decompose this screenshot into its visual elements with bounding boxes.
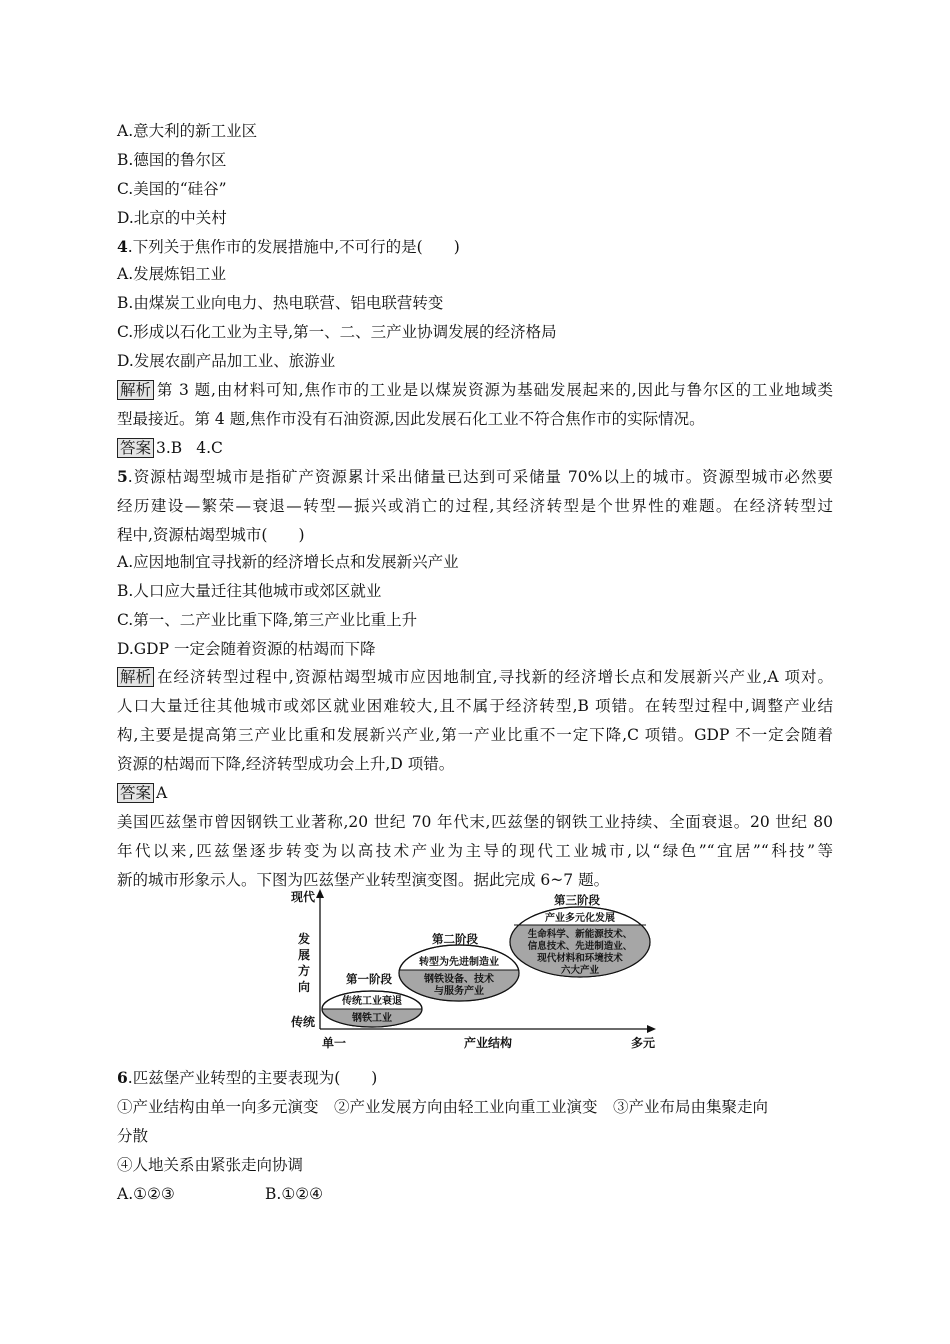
q5-option-a: A.应因地制宜寻找新的经济增长点和发展新兴产业 bbox=[117, 553, 459, 571]
q5-stem-text1: .资源枯竭型城市是指矿产资源累计采出储量已达到可采储量 70%以上的城市。资源型城市必然要 bbox=[127, 468, 833, 486]
stage3-title: 第三阶段 bbox=[554, 893, 600, 907]
q4-option-c: C.形成以石化工业为主导,第一、二、三产业协调发展的经济格局 bbox=[117, 323, 557, 341]
y-axis-char-2: 展 bbox=[298, 948, 311, 962]
y-axis-arrow-icon bbox=[316, 889, 324, 898]
stage1-top-text: 传统工业衰退 bbox=[342, 996, 402, 1007]
q4-option-d: D.发展农副产品加工业、旅游业 bbox=[117, 352, 336, 370]
answer-label: 答案 bbox=[117, 783, 154, 803]
q6-option-b: B.①②④ bbox=[265, 1185, 324, 1203]
q5-option-c: C.第一、二产业比重下降,第三产业比重上升 bbox=[117, 611, 418, 629]
q5-stem-line2: 经历建设—繁荣—衰退—转型—振兴或消亡的过程,其经济转型是个世界性的难题。在经济转型过 bbox=[117, 497, 833, 515]
industry-transformation-diagram bbox=[288, 885, 668, 1055]
stage2-bottom-text-2: 与服务产业 bbox=[434, 986, 484, 997]
q5-stem-line1 bbox=[117, 467, 833, 487]
analysis-5-line1 bbox=[117, 667, 833, 687]
answer-label: 答案 bbox=[117, 438, 154, 458]
stage2-bottom-text-1: 钢铁设备、技术 bbox=[424, 974, 494, 985]
stage3-line-2: 信息技术、先进制造业、 bbox=[527, 941, 633, 952]
analysis-5-line4: 资源的枯竭而下降,经济转型成功会上升,D 项错。 bbox=[117, 755, 455, 773]
stage2-title: 第二阶段 bbox=[432, 932, 478, 946]
y-axis-char-3: 方 bbox=[298, 964, 311, 978]
stage3-line-4: 六大产业 bbox=[560, 965, 600, 976]
answer-34 bbox=[117, 438, 223, 458]
analysis-label: 解析 bbox=[117, 667, 154, 687]
answer-5 bbox=[117, 783, 167, 803]
analysis-label: 解析 bbox=[117, 380, 154, 400]
passage-line3: 新的城市形象示人。下图为匹兹堡产业转型演变图。据此完成 6~7 题。 bbox=[117, 871, 610, 889]
answer-5-value: A bbox=[156, 784, 168, 802]
q6-statement-line2: 分散 bbox=[117, 1127, 149, 1145]
q4-option-b: B.由煤炭工业向电力、热电联营、铝电联营转变 bbox=[117, 294, 444, 312]
stage3-line-3: 现代材料和环境技术 bbox=[537, 953, 623, 964]
analysis-5-line3: 构,主要是提高第三产业比重和发展新兴产业,第一产业比重不一定下降,C 项错。GDP 不一定会随着 bbox=[117, 726, 833, 744]
x-axis-label: 产业结构 bbox=[464, 1036, 513, 1050]
q4-stem bbox=[117, 237, 460, 257]
answer-3: 3.B bbox=[156, 439, 183, 457]
stage2-top-text: 转型为先进制造业 bbox=[419, 957, 499, 968]
y-axis-char-1: 发 bbox=[298, 932, 311, 946]
passage-line2: 年代以来,匹兹堡逐步转变为以高技术产业为主导的现代工业城市,以“绿色”“宜居”“科技”等 bbox=[117, 842, 833, 860]
analysis-5-text1: 在经济转型过程中,资源枯竭型城市应因地制宜,寻找新的经济增长点和发展新兴产业,A 项对。 bbox=[156, 668, 833, 686]
analysis-34-line1 bbox=[117, 380, 833, 400]
y-bottom-label: 传统 bbox=[291, 1015, 316, 1029]
y-top-label: 现代 bbox=[291, 890, 316, 904]
q4-stem-text: .下列关于焦作市的发展措施中,不可行的是( ) bbox=[127, 238, 460, 256]
q6-stem bbox=[117, 1068, 377, 1088]
analysis-5-line2: 人口大量迁往其他城市或郊区就业困难较大,且不属于经济转型,B 项错。在转型过程中,调整产业结 bbox=[117, 697, 833, 715]
q6-option-a: A.①②③ bbox=[117, 1185, 175, 1203]
q3-option-d: D.北京的中关村 bbox=[117, 209, 227, 227]
stage3-top-text: 产业多元化发展 bbox=[545, 913, 615, 924]
q6-statement-line1: ①产业结构由单一向多元演变 ②产业发展方向由轻工业向重工业演变 ③产业布局由集聚走向 bbox=[117, 1098, 769, 1116]
answer-4: 4.C bbox=[196, 439, 223, 457]
q5-option-d: D.GDP 一定会随着资源的枯竭而下降 bbox=[117, 640, 376, 658]
q3-option-a: A.意大利的新工业区 bbox=[117, 122, 258, 140]
passage-line1: 美国匹兹堡市曾因钢铁工业著称,20 世纪 70 年代末,匹兹堡的钢铁工业持续、全面衰退。20 世纪 80 bbox=[117, 813, 833, 831]
q6-options bbox=[117, 1184, 323, 1204]
q6-statement-line3: ④人地关系由紧张走向协调 bbox=[117, 1156, 304, 1174]
q5-stem-line3: 程中,资源枯竭型城市( ) bbox=[117, 526, 305, 544]
stage1-bottom-text: 钢铁工业 bbox=[352, 1013, 392, 1024]
analysis-34-text1: 第 3 题,由材料可知,焦作市的工业是以煤炭资源为基础发展起来的,因此与鲁尔区的工业地域类 bbox=[156, 381, 833, 399]
q6-number: 6 bbox=[117, 1068, 128, 1087]
stage3-line-1: 生命科学、新能源技术、 bbox=[527, 929, 633, 940]
q6-stem-text: .匹兹堡产业转型的主要表现为( ) bbox=[127, 1069, 378, 1087]
q3-option-c: C.美国的“硅谷” bbox=[117, 180, 227, 198]
q5-number: 5 bbox=[117, 467, 128, 486]
q5-option-b: B.人口应大量迁往其他城市或郊区就业 bbox=[117, 582, 382, 600]
y-axis-char-4: 向 bbox=[298, 980, 311, 994]
q4-option-a: A.发展炼铝工业 bbox=[117, 265, 227, 283]
x-right-label: 多元 bbox=[631, 1036, 656, 1050]
x-left-label: 单一 bbox=[322, 1036, 347, 1050]
q3-option-b: B.德国的鲁尔区 bbox=[117, 151, 227, 169]
analysis-34-line2: 型最接近。第 4 题,焦作市没有石油资源,因此发展石化工业不符合焦作市的实际情况。 bbox=[117, 410, 705, 428]
x-axis-arrow-icon bbox=[647, 1025, 656, 1033]
stage1-title: 第一阶段 bbox=[346, 972, 392, 986]
q4-number: 4 bbox=[117, 237, 128, 256]
